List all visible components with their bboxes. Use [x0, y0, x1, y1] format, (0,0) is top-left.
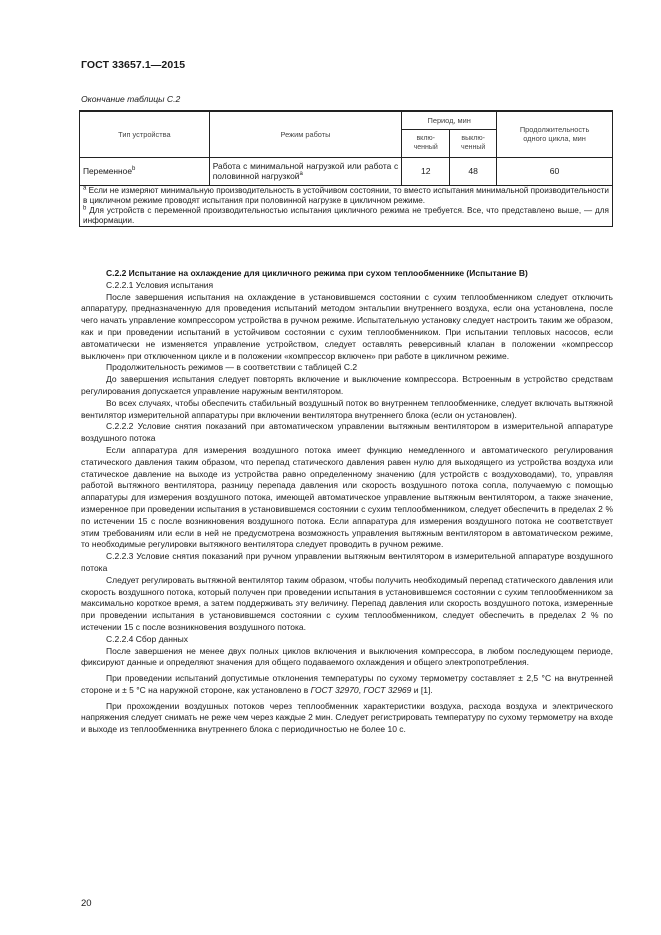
cell-duration: 60	[497, 157, 613, 185]
subsection-c221: С.2.2.1 Условия испытания	[106, 279, 214, 290]
mode-footnote-mark: a	[299, 171, 303, 178]
paragraph: Продолжительность режимов — в соответствии с таблицей С.2	[106, 362, 358, 373]
table-caption: Окончание таблицы С.2	[81, 94, 181, 104]
table-row	[80, 157, 613, 185]
subsection-c223: С.2.2.3 Условие снятия показаний при ручном управлении вытяжным вентилятором в измерительной аппаратуре воздушного потока	[81, 551, 613, 573]
paragraph: После завершения не менее двух полных циклов включения и выключения компрессора, в любом последующем периоде, фиксируют данные и определяют значения для общего подаваемого охлаждения и общего электропотребления.	[81, 645, 613, 668]
p13-end: и [1].	[411, 684, 433, 695]
header-on	[402, 129, 450, 157]
header-off	[450, 129, 497, 157]
mode-text: Работа с минимальной нагрузкой или работа с половинной нагрузкой	[212, 161, 399, 181]
note-b	[83, 206, 609, 226]
note-b-mark: b	[83, 205, 87, 212]
table-notes-row	[80, 185, 613, 227]
paragraph: Если аппаратура для измерения воздушного потока имеет функцию немедленного и автоматического регулирования статического давления таким образом, что перепад статического давления равен нулю для выходящего из устройства воздуха или статическое давление на выходе из устройства равно определенному значению (для устройств с воздуховодами), то, управляя работой вытяжного вентилятора, разницу перепада давления или скорость воздушного потока сопла, получаемую с помощью аппаратуры для измерения воздушного потока, имеющей автоматическое управление вытяжным вентилятором, а также значение, измеренное при проведении испытания в установившемся состоянии с сухим теплообменником, следует обеспечить в пределах 2 % по истечении 15 с после возникновения воздушного потока. Если аппаратура для измерения воздушного потока не соответствует этим требованиям или если в ней не предусмотрена возможность управления вытяжным вентилятором в автоматическом режиме, то необходимые регулировки вытяжного вентилятора следует проводить в ручном режиме.	[81, 444, 613, 550]
p13-start: При проведении испытаний допустимые отклонения температуры по сухому термометру составляет ± 2,5 °С на внутренней стороне и ± 5 °С на наружной стороне, как установлено в	[81, 673, 613, 695]
document-title: ГОСТ 33657.1—2015	[81, 59, 186, 71]
body-text	[81, 268, 613, 736]
paragraph	[81, 673, 613, 697]
paragraph: После завершения испытания на охлаждение в установившемся состоянии с сухим теплообменником следует отключить аппаратуру, предназначенную для проведения испытаний методом энтальпии внутреннего воздуха, если она установлена, после чего начать управление компрессором устройства в ручном режиме. Испытательную установку следует настроить таким же образом, как и при проведении испытаний в устойчивом состоянии с сухим теплообменником. При испытании тепловых насосов, если автоматически не изменяется управление устройством, следует оставлять реверсивный клапан в положении «компрессор выключен» при отключенном цикле и в положении «компрессор включен» при работе в цикличном режиме.	[81, 291, 613, 361]
subsection-c222: С.2.2.2 Условие снятия показаний при автоматическом управлении вытяжным вентилятором в измерительной аппаратуре воздушного потока	[81, 421, 613, 444]
standard-reference: ГОСТ 32969	[363, 684, 412, 695]
header-on-line1: вклю-	[416, 135, 435, 142]
note-b-text: Для устройств с переменной производительностью испытания цикличного режима не требуется. Все, что представлено выше, — для информации.	[83, 205, 609, 226]
cell-mode	[209, 157, 402, 185]
subsection-c224: С.2.2.4 Сбор данных	[106, 633, 189, 644]
header-off-line2: ченный	[461, 144, 486, 151]
header-cycle-duration-line1: Продолжительность	[519, 125, 590, 135]
table-notes	[80, 185, 613, 227]
header-period: Период, мин	[402, 111, 497, 129]
header-on-line2: ченный	[413, 144, 438, 151]
header-device-type: Тип устройства	[80, 111, 210, 157]
paragraph: До завершения испытания следует повторять включение и выключение компрессора. Встроенным в устройство средствам регулирования допускается управление наружным вентилятором.	[81, 374, 613, 396]
device-footnote-mark: b	[131, 166, 136, 173]
note-a-mark: a	[83, 184, 87, 191]
cell-device	[80, 157, 210, 185]
header-mode: Режим работы	[209, 111, 402, 157]
p13-separator: ,	[358, 684, 364, 695]
device-text: Переменное	[83, 166, 132, 176]
cell-off: 48	[450, 157, 497, 185]
note-a-text: Если не измеряют минимальную производительность в устойчивом состоянии, то вместо испытания минимальной производительности в цикличном режиме проводят испытания при половинной нагрузке в цикличном режиме.	[83, 185, 609, 205]
cell-on: 12	[402, 157, 450, 185]
paragraph: Следует регулировать вытяжной вентилятор таким образом, чтобы получить необходимый перепад статического давления или скорость воздушного потока, который получен при проведении испытания в установившемся состоянии с сухим теплообменником за максимально короткое время, а затем поддерживать эту величину. Перепад давления или скорость воздушного потока, измеренные при проведении испытания в установившемся состоянии с сухим теплообменником, следует обеспечить в пределах 2 % по истечении 15 с после возникновения воздушного потока.	[81, 574, 613, 632]
cycle-table	[79, 110, 613, 227]
header-off-line1: выклю-	[461, 135, 485, 142]
standard-reference: ГОСТ 32970	[310, 684, 359, 695]
header-cycle-duration	[497, 111, 613, 157]
paragraph: При прохождении воздушных потоков через теплообменник характеристики воздуха, расхода воздуха и электрического напряжения следует снимать не реже чем через каждые 2 мин. Следует регистрировать температуру по сухому термометру на входе и выходе из теплообменника внутреннего блока с периодичностью не более 10 с.	[81, 700, 613, 735]
header-cycle-duration-line2: одного цикла, мин	[523, 134, 586, 144]
page-number: 20	[81, 898, 92, 909]
note-a	[83, 186, 609, 206]
paragraph: Во всех случаях, чтобы обеспечить стабильный воздушный поток во внутреннем теплообменнике, следует включать вытяжной вентилятор измерительной аппаратуры при включении вентилятора внутреннего блока (если он установлен).	[81, 397, 613, 420]
section-heading-c22: С.2.2 Испытание на охлаждение для цикличного режима при сухом теплообменнике (Испытание B)	[106, 268, 528, 278]
